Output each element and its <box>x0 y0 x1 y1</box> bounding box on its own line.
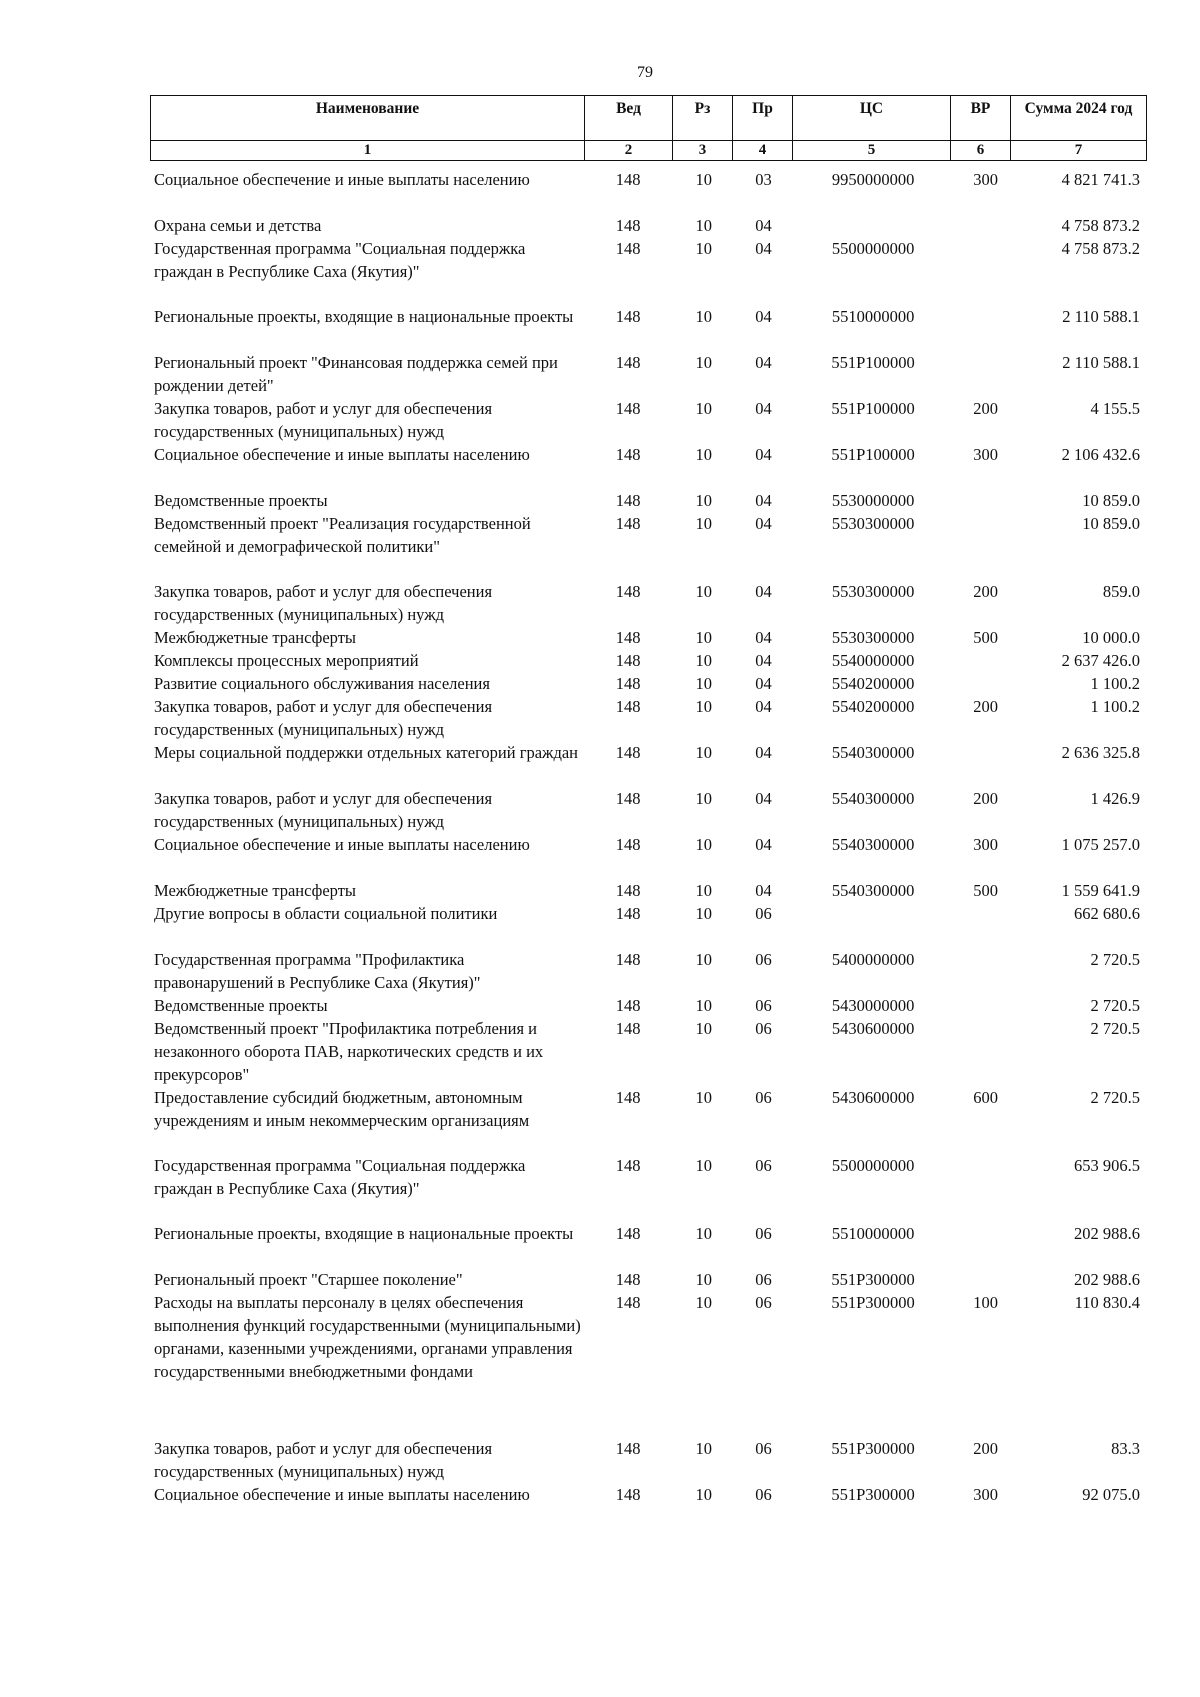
row-vr: 200 <box>973 1439 998 1458</box>
row-ved: 148 <box>615 950 641 969</box>
table-row <box>150 1154 1140 1222</box>
row-name: Комплексы процессных мероприятий <box>154 651 419 670</box>
row-name: Закупка товаров, работ и услуг для обеспечения государственных (муниципальных) нужд <box>154 582 493 624</box>
row-vr <box>953 902 1019 948</box>
row-pr: 06 <box>755 904 772 923</box>
table-row <box>150 695 1140 741</box>
row-sum: 1 075 257.0 <box>1061 835 1140 854</box>
row-cs: 5430000000 <box>831 996 915 1015</box>
table-row <box>150 1086 1140 1154</box>
row-name: Предоставление субсидий бюджетным, автономным учреждениям и иным некоммерческим организациям <box>154 1088 530 1130</box>
row-pr: 04 <box>755 881 772 900</box>
row-vr <box>953 948 1019 994</box>
row-vr <box>953 1268 1019 1291</box>
header-rz: Рз <box>673 96 733 141</box>
row-rz: 10 <box>695 904 713 923</box>
row-cs: 5510000000 <box>831 307 915 326</box>
row-name: Региональные проекты, входящие в национальные проекты <box>154 1224 574 1243</box>
row-name: Ведомственный проект "Реализация государственной семейной и демографической политики" <box>154 514 531 556</box>
row-cs: 5530300000 <box>831 582 915 601</box>
row-rz: 10 <box>695 307 713 326</box>
row-ved: 148 <box>615 996 641 1015</box>
row-sum: 1 100.2 <box>1090 697 1140 716</box>
page-number: 79 <box>637 64 653 81</box>
row-rz: 10 <box>695 514 713 533</box>
table-row <box>150 902 1140 948</box>
table-row <box>150 214 1140 237</box>
row-rz: 10 <box>695 1088 713 1107</box>
row-name: Государственная программа "Социальная поддержка граждан в Республике Саха (Якутия)" <box>154 1156 526 1198</box>
row-pr: 06 <box>755 1270 772 1289</box>
row-name: Расходы на выплаты персоналу в целях обеспечения выполнения функций государственными (муниципальными) органами, казенными учреждениями, органами управления государственными внебюджетными фондами <box>154 1293 581 1381</box>
row-ved: 148 <box>615 697 641 716</box>
header-num-1: 1 <box>151 141 585 161</box>
row-cs <box>793 214 952 237</box>
row-cs: 5540200000 <box>831 674 915 693</box>
row-pr: 06 <box>755 1019 772 1038</box>
row-name: Ведомственный проект "Профилактика потребления и незаконного оборота ПАВ, наркотических средств и их прекурсоров" <box>154 1019 544 1084</box>
row-sum: 92 075.0 <box>1082 1485 1140 1504</box>
row-pr: 06 <box>755 996 772 1015</box>
row-vr: 600 <box>973 1088 998 1107</box>
row-rz: 10 <box>695 399 713 418</box>
row-sum: 202 988.6 <box>1073 1224 1140 1243</box>
row-ved: 148 <box>615 1224 641 1243</box>
row-pr: 04 <box>755 307 772 326</box>
row-ved: 148 <box>615 1270 641 1289</box>
row-name: Государственная программа "Социальная поддержка граждан в Республике Саха (Якутия)" <box>154 239 526 281</box>
row-vr: 500 <box>973 628 998 647</box>
row-name: Меры социальной поддержки отдельных категорий граждан <box>154 743 578 762</box>
row-pr: 04 <box>755 835 772 854</box>
row-rz: 10 <box>695 789 713 808</box>
row-rz: 10 <box>695 628 713 647</box>
row-vr <box>953 672 1019 695</box>
row-ved: 148 <box>615 1088 641 1107</box>
row-cs: 5400000000 <box>831 950 915 969</box>
row-cs: 5540200000 <box>831 697 915 716</box>
row-ved: 148 <box>615 582 641 601</box>
table-row <box>150 489 1140 512</box>
row-cs: 551P300000 <box>831 1270 915 1289</box>
header-num-3: 3 <box>673 141 733 161</box>
table-row <box>150 672 1140 695</box>
row-cs: 5540300000 <box>831 789 915 808</box>
header-ved: Вед <box>585 96 673 141</box>
header-num-4: 4 <box>733 141 793 161</box>
table-row <box>150 1222 1140 1268</box>
row-ved: 148 <box>615 307 641 326</box>
row-vr <box>953 1222 1019 1268</box>
table-row <box>150 626 1140 649</box>
row-vr: 300 <box>973 1485 998 1504</box>
row-sum: 4 758 873.2 <box>1061 216 1140 235</box>
row-sum: 2 637 426.0 <box>1061 651 1140 670</box>
row-rz: 10 <box>695 996 713 1015</box>
row-name: Региональные проекты, входящие в национальные проекты <box>154 307 574 326</box>
row-name: Развитие социального обслуживания населения <box>154 674 490 693</box>
row-rz: 10 <box>695 881 713 900</box>
row-pr: 04 <box>755 514 772 533</box>
row-vr <box>953 305 1019 351</box>
row-pr: 04 <box>755 582 772 601</box>
row-pr: 04 <box>755 651 772 670</box>
row-name: Социальное обеспечение и иные выплаты населению <box>154 835 530 854</box>
row-name: Социальное обеспечение и иные выплаты населению <box>154 445 530 464</box>
row-rz: 10 <box>695 1439 713 1458</box>
row-name: Ведомственные проекты <box>154 996 328 1015</box>
row-rz: 10 <box>695 170 713 189</box>
row-cs: 5530000000 <box>831 491 915 510</box>
row-sum: 2 110 588.1 <box>1062 353 1140 372</box>
row-ved: 148 <box>615 1439 641 1458</box>
header-pr: Пр <box>733 96 793 141</box>
row-rz: 10 <box>695 1485 713 1504</box>
row-rz: 10 <box>695 1156 713 1175</box>
row-rz: 10 <box>695 835 713 854</box>
row-vr: 500 <box>973 881 998 900</box>
row-vr: 300 <box>973 170 998 189</box>
row-sum: 859.0 <box>1102 582 1140 601</box>
row-ved: 148 <box>615 491 641 510</box>
row-vr: 300 <box>973 445 998 464</box>
row-sum: 662 680.6 <box>1073 904 1140 923</box>
row-rz: 10 <box>695 1293 713 1312</box>
row-vr <box>953 994 1019 1017</box>
row-cs: 5540300000 <box>831 743 915 762</box>
row-pr: 06 <box>755 950 772 969</box>
row-ved: 148 <box>615 904 641 923</box>
table-row <box>150 948 1140 994</box>
row-cs: 5540000000 <box>831 651 915 670</box>
row-vr <box>953 741 1019 787</box>
row-pr: 06 <box>755 1156 772 1175</box>
table-row <box>150 1437 1140 1483</box>
row-name: Региональный проект "Финансовая поддержка семей при рождении детей" <box>154 353 558 395</box>
table-row <box>150 512 1140 580</box>
row-rz: 10 <box>695 1270 713 1289</box>
row-ved: 148 <box>615 628 641 647</box>
row-rz: 10 <box>695 950 713 969</box>
row-sum: 1 426.9 <box>1090 789 1140 808</box>
row-ved: 148 <box>615 353 641 372</box>
row-vr <box>953 649 1019 672</box>
row-pr: 04 <box>755 216 772 235</box>
row-name: Другие вопросы в области социальной политики <box>154 904 498 923</box>
header-num-2: 2 <box>585 141 673 161</box>
row-pr: 04 <box>755 789 772 808</box>
row-sum: 110 830.4 <box>1074 1293 1140 1312</box>
row-name: Закупка товаров, работ и услуг для обеспечения государственных (муниципальных) нужд <box>154 1439 493 1481</box>
table-row <box>150 305 1140 351</box>
header-cs: ЦС <box>793 96 951 141</box>
row-cs: 5430600000 <box>831 1019 915 1038</box>
row-sum: 10 859.0 <box>1082 491 1140 510</box>
row-sum: 2 720.5 <box>1090 950 1140 969</box>
row-pr: 04 <box>755 674 772 693</box>
table-row <box>150 443 1140 489</box>
row-sum: 4 821 741.3 <box>1061 170 1140 189</box>
row-pr: 06 <box>755 1088 772 1107</box>
table-body <box>150 168 1140 1506</box>
row-cs <box>793 902 952 948</box>
row-ved: 148 <box>615 239 641 258</box>
row-ved: 148 <box>615 881 641 900</box>
row-sum: 2 720.5 <box>1090 996 1140 1015</box>
row-pr: 04 <box>755 399 772 418</box>
header-num-7: 7 <box>1011 141 1147 161</box>
row-pr: 06 <box>755 1293 772 1312</box>
row-cs: 5530300000 <box>831 628 915 647</box>
row-cs: 9950000000 <box>831 170 915 189</box>
table-row <box>150 351 1140 397</box>
row-sum: 10 000.0 <box>1082 628 1140 647</box>
row-cs: 5430600000 <box>831 1088 915 1107</box>
row-ved: 148 <box>615 216 641 235</box>
table-row <box>150 994 1140 1017</box>
row-vr: 200 <box>973 582 998 601</box>
row-vr <box>953 237 1019 305</box>
row-ved: 148 <box>615 1293 641 1312</box>
row-pr: 04 <box>755 697 772 716</box>
row-ved: 148 <box>615 1485 641 1504</box>
row-pr: 04 <box>755 445 772 464</box>
table-row <box>150 787 1140 833</box>
table-row <box>150 1291 1140 1437</box>
row-ved: 148 <box>615 514 641 533</box>
row-rz: 10 <box>695 1019 713 1038</box>
table-row <box>150 1017 1140 1086</box>
table-row <box>150 1268 1140 1291</box>
row-vr: 200 <box>973 789 998 808</box>
row-rz: 10 <box>695 651 713 670</box>
row-name: Закупка товаров, работ и услуг для обеспечения государственных (муниципальных) нужд <box>154 789 493 831</box>
row-vr: 100 <box>973 1293 998 1312</box>
row-ved: 148 <box>615 835 641 854</box>
row-name: Межбюджетные трансферты <box>154 881 357 900</box>
row-vr <box>953 214 1019 237</box>
row-pr: 06 <box>755 1224 772 1243</box>
row-rz: 10 <box>695 1224 713 1243</box>
row-rz: 10 <box>695 239 713 258</box>
row-ved: 148 <box>615 399 641 418</box>
row-pr: 04 <box>755 491 772 510</box>
row-cs: 551P300000 <box>831 1439 915 1458</box>
row-name: Закупка товаров, работ и услуг для обеспечения государственных (муниципальных) нужд <box>154 697 493 739</box>
header-vr: ВР <box>951 96 1011 141</box>
row-pr: 06 <box>755 1485 772 1504</box>
row-name: Ведомственные проекты <box>154 491 328 510</box>
row-vr <box>953 1154 1019 1222</box>
row-sum: 1 559 641.9 <box>1061 881 1140 900</box>
table-row <box>150 649 1140 672</box>
row-name: Межбюджетные трансферты <box>154 628 357 647</box>
row-pr: 04 <box>755 239 772 258</box>
row-rz: 10 <box>695 491 713 510</box>
row-sum: 2 720.5 <box>1090 1019 1140 1038</box>
row-sum: 653 906.5 <box>1073 1156 1140 1175</box>
row-name: Закупка товаров, работ и услуг для обеспечения государственных (муниципальных) нужд <box>154 399 493 441</box>
row-cs: 5530300000 <box>831 514 915 533</box>
row-cs: 5540300000 <box>831 881 915 900</box>
header-num-6: 6 <box>951 141 1011 161</box>
row-name: Социальное обеспечение и иные выплаты населению <box>154 1485 530 1504</box>
row-ved: 148 <box>615 1156 641 1175</box>
table-row <box>150 879 1140 902</box>
table-row <box>150 397 1140 443</box>
row-ved: 148 <box>615 651 641 670</box>
row-vr: 200 <box>973 697 998 716</box>
row-pr: 03 <box>755 170 772 189</box>
header-name: Наименование <box>151 96 585 141</box>
row-sum: 4 155.5 <box>1090 399 1140 418</box>
row-cs: 5500000000 <box>831 239 915 258</box>
row-cs: 551P300000 <box>831 1485 915 1504</box>
row-rz: 10 <box>695 216 713 235</box>
row-vr: 200 <box>973 399 998 418</box>
row-cs: 5540300000 <box>831 835 915 854</box>
row-rz: 10 <box>695 445 713 464</box>
row-rz: 10 <box>695 743 713 762</box>
table-row <box>150 580 1140 626</box>
row-name: Социальное обеспечение и иные выплаты населению <box>154 170 530 189</box>
row-sum: 2 110 588.1 <box>1062 307 1140 326</box>
row-name: Государственная программа "Профилактика правонарушений в Республике Саха (Якутия)" <box>154 950 481 992</box>
header-num-5: 5 <box>793 141 951 161</box>
row-rz: 10 <box>695 582 713 601</box>
table-row <box>150 1483 1140 1506</box>
row-pr: 04 <box>755 353 772 372</box>
header-sum: Сумма 2024 год <box>1011 96 1147 141</box>
row-sum: 202 988.6 <box>1073 1270 1140 1289</box>
row-cs: 5510000000 <box>831 1224 915 1243</box>
row-sum: 83.3 <box>1111 1439 1140 1458</box>
row-ved: 148 <box>615 789 641 808</box>
row-sum: 2 106 432.6 <box>1061 445 1140 464</box>
row-sum: 2 720.5 <box>1090 1088 1140 1107</box>
row-cs: 551P300000 <box>831 1293 915 1312</box>
row-vr <box>953 351 1019 397</box>
row-pr: 06 <box>755 1439 772 1458</box>
row-vr: 300 <box>973 835 998 854</box>
row-ved: 148 <box>615 170 641 189</box>
row-sum: 1 100.2 <box>1090 674 1140 693</box>
row-cs: 5500000000 <box>831 1156 915 1175</box>
row-rz: 10 <box>695 697 713 716</box>
row-ved: 148 <box>615 743 641 762</box>
row-vr <box>953 1017 1019 1086</box>
row-sum: 10 859.0 <box>1082 514 1140 533</box>
row-sum: 2 636 325.8 <box>1061 743 1140 762</box>
table-row <box>150 741 1140 787</box>
row-vr <box>953 489 1019 512</box>
row-ved: 148 <box>615 445 641 464</box>
table-row <box>150 168 1140 214</box>
table-row <box>150 237 1140 305</box>
row-cs: 551P100000 <box>831 399 915 418</box>
table-row <box>150 833 1140 879</box>
table-header <box>150 95 1147 161</box>
row-name: Охрана семьи и детства <box>154 216 322 235</box>
row-name: Региональный проект "Старшее поколение" <box>154 1270 463 1289</box>
row-rz: 10 <box>695 353 713 372</box>
row-vr <box>953 512 1019 580</box>
row-cs: 551P100000 <box>831 445 915 464</box>
row-cs: 551P100000 <box>831 353 915 372</box>
row-sum: 4 758 873.2 <box>1061 239 1140 258</box>
row-ved: 148 <box>615 1019 641 1038</box>
row-ved: 148 <box>615 674 641 693</box>
row-pr: 04 <box>755 743 772 762</box>
row-rz: 10 <box>695 674 713 693</box>
row-pr: 04 <box>755 628 772 647</box>
